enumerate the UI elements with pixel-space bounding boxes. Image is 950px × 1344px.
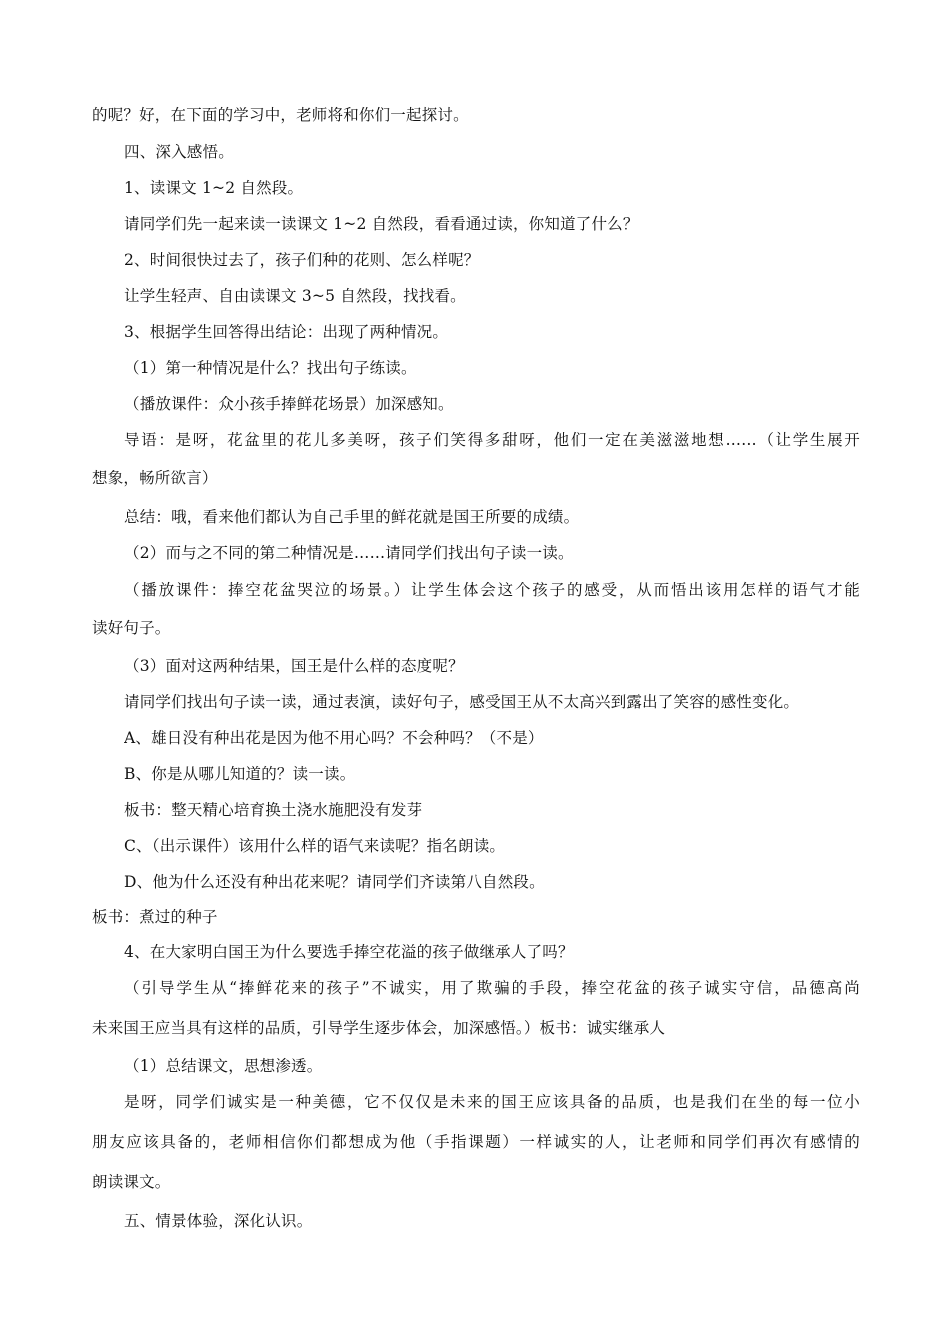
text-line: 读好句子。 — [92, 619, 171, 637]
text-line: 4、在大家明白国王为什么要选手捧空花溢的孩子做继承人了吗？ — [124, 943, 574, 961]
board-note: 板书：煮过的种子 — [92, 908, 218, 926]
text-line: 请同学们先一起来读一读课文 1~2 自然段，看看通过读，你知道了什么？ — [124, 215, 639, 233]
text-line: D、他为什么还没有种出花来呢？请同学们齐读第八自然段。 — [124, 873, 545, 891]
text-line: （播放课件：捧空花盆哭泣的场景。）让学生体会这个孩子的感受，从而悟出该用怎样的语气才能 — [124, 581, 860, 599]
text-line: 朗读课文。 — [92, 1173, 171, 1191]
text-line: 未来国王应当具有这样的品质，引导学生逐步体会，加深感悟。）板书：诚实继承人 — [92, 1019, 666, 1037]
text-line: （引导学生从“捧鲜花来的孩子”不诚实，用了欺骗的手段，捧空花盆的孩子诚实守信，品德高尚 — [124, 979, 860, 997]
text-line: （3）面对这两种结果，国王是什么样的态度呢？ — [124, 657, 464, 675]
text-line: （1）总结课文，思想渗透。 — [124, 1057, 323, 1075]
text-line: （1）第一种情况是什么？找出句子练读。 — [124, 359, 417, 377]
text-line: 想象，畅所欲言） — [92, 469, 218, 487]
text-line: A、雄日没有种出花是因为他不用心吗？不会种吗？（不是） — [124, 729, 544, 747]
text-line: B、你是从哪儿知道的？读一读。 — [124, 765, 356, 783]
text-line: 1、读课文 1~2 自然段。 — [124, 179, 304, 197]
section-heading: 四、深入感悟。 — [124, 143, 234, 161]
section-heading: 五、情景体验，深化认识。 — [124, 1212, 313, 1230]
text-line: 是呀，同学们诚实是一种美德，它不仅仅是未来的国王应该具备的品质，也是我们在坐的每一位小 — [124, 1093, 860, 1111]
board-note: 板书：整天精心培育换土浇水施肥没有发芽 — [124, 801, 423, 819]
text-line: C、（出示课件）该用什么样的语气来读呢？指名朗读。 — [124, 837, 506, 855]
text-line: 导语：是呀，花盆里的花儿多美呀，孩子们笑得多甜呀，他们一定在美滋滋地想……（让学生展开 — [124, 431, 860, 449]
text-line: 朋友应该具备的，老师相信你们都想成为他（手指课题）一样诚实的人，让老师和同学们再次有感情的 — [92, 1133, 860, 1151]
text-line: 总结：哦，看来他们都认为自己手里的鲜花就是国王所要的成绩。 — [124, 508, 580, 526]
text-line: 的呢？好，在下面的学习中，老师将和你们一起探讨。 — [92, 106, 469, 124]
text-line: 请同学们找出句子读一读，通过表演，读好句子，感受国王从不太高兴到露出了笑容的感性变化。 — [124, 693, 800, 711]
text-line: （2）而与之不同的第二种情况是……请同学们找出句子读一读。 — [124, 544, 574, 562]
text-line: 3、根据学生回答得出结论：出现了两种情况。 — [124, 323, 449, 341]
text-line: （播放课件：众小孩手捧鲜花场景）加深感知。 — [124, 395, 454, 413]
text-line: 2、时间很快过去了，孩子们种的花则、怎么样呢？ — [124, 251, 480, 269]
text-line: 让学生轻声、自由读课文 3~5 自然段，找找看。 — [124, 287, 466, 305]
